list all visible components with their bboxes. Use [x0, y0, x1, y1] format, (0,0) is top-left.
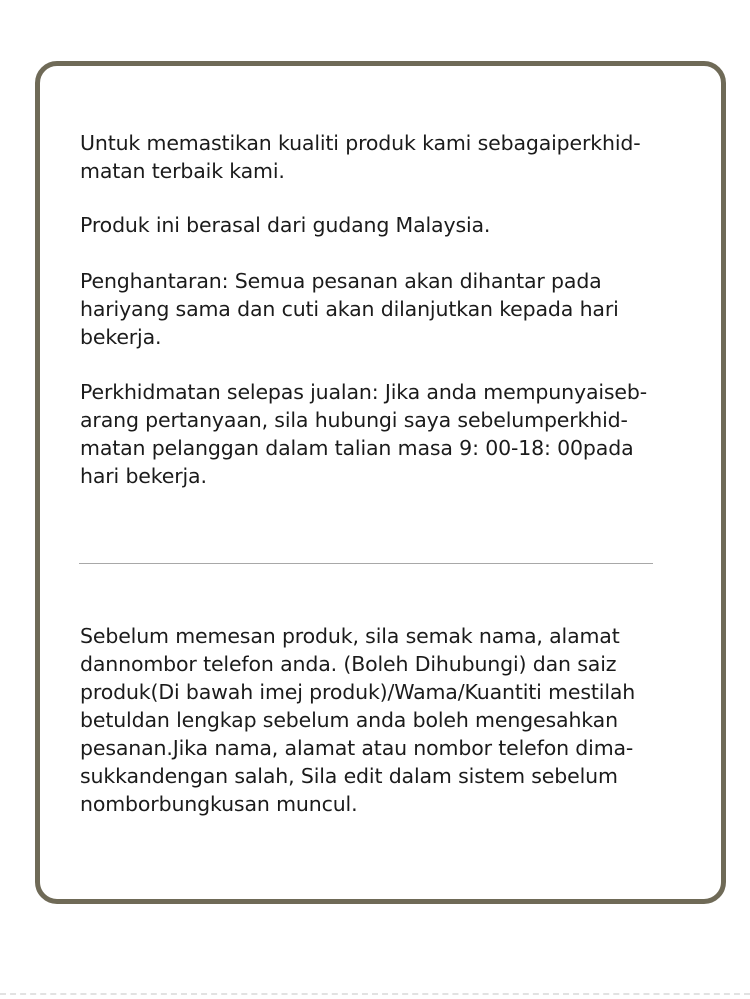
after-sales-paragraph: Perkhidmatan selepas jualan: Jika anda mempunyaiseb- arang pertanyaan, sila hubungi saya sebelumperkhid- matan pelanggan dalam talian masa 9: 00-18: 00pada hari bekerja. [80, 380, 648, 488]
section-divider [79, 563, 653, 564]
origin-paragraph: Produk ini berasal dari gudang Malaysia. [80, 213, 491, 237]
delivery-paragraph: Penghantaran: Semua pesanan akan dihantar pada hariyang sama dan cuti akan dilanjutkan kepada hari bekerja. [80, 269, 619, 349]
before-order-paragraph: Sebelum memesan produk, sila semak nama, alamat dannombor telefon anda. (Boleh Dihubungi) dan saiz produk(Di bawah imej produk)/Wama/Kuantiti mestilah betuldan lengkap sebelum anda boleh mengesahkan pesanan.Jika nama, alamat atau nombor telefon dima- sukkandengan salah, Sila edit dalam sistem sebelum nomborbungkusan muncul. [80, 624, 636, 816]
bottom-edge-rule [0, 993, 750, 995]
quality-paragraph: Untuk memastikan kualiti produk kami sebagaiperkhid- matan terbaik kami. [80, 131, 641, 183]
